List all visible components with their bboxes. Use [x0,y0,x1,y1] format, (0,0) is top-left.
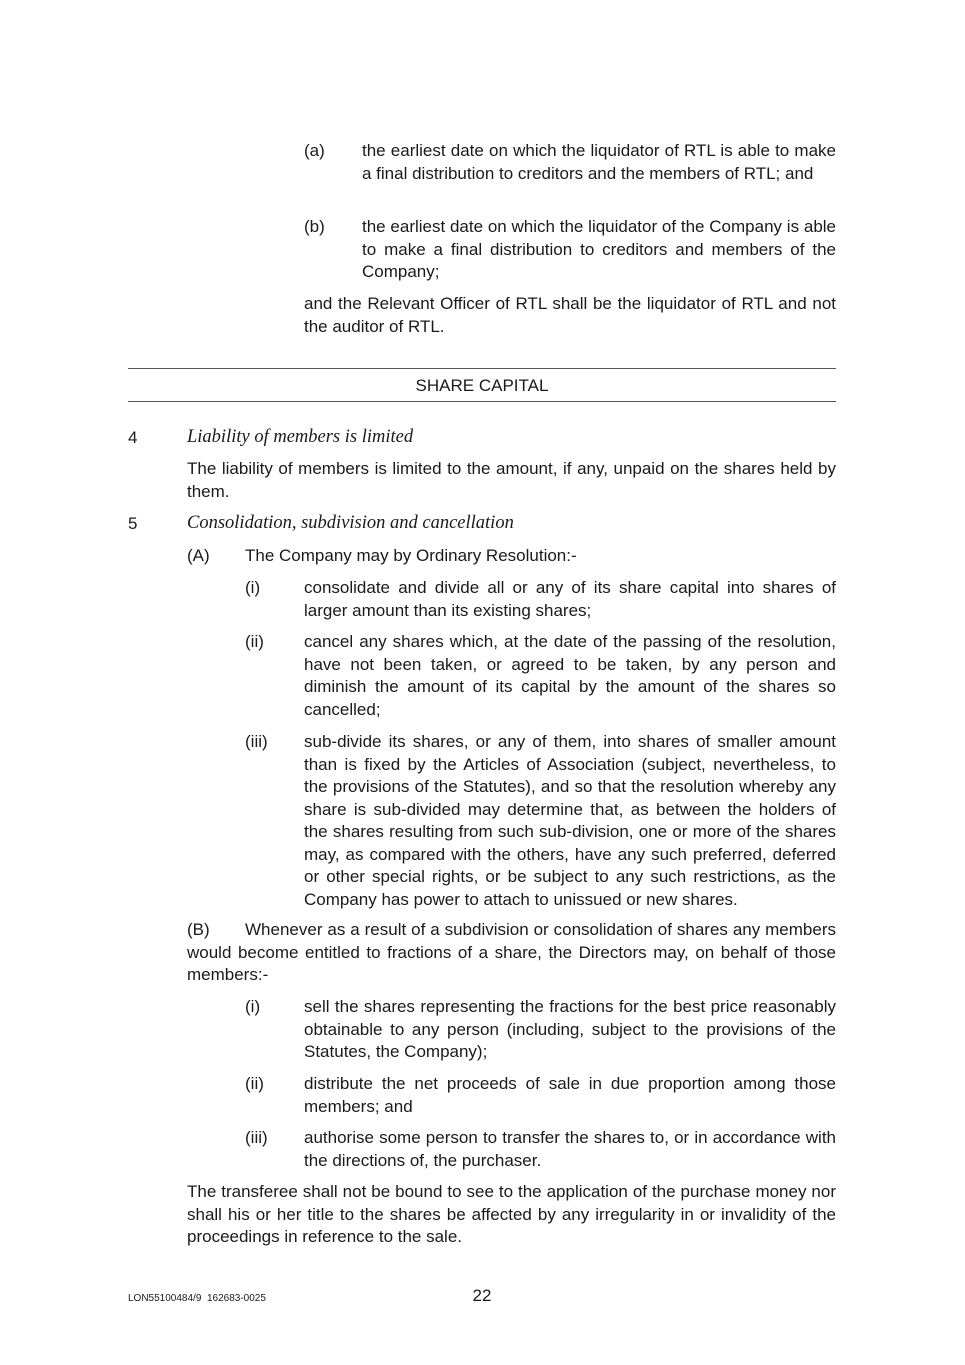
clause-title: Consolidation, subdivision and cancellation [187,513,514,533]
intro-item-text: the earliest date on which the liquidator of the Company is able to make a final distribution to creditors and members of the Company; [362,217,836,281]
footer-doc-ref [128,1288,266,1311]
subclause-label: (A) [187,546,210,565]
intro-item-text: the earliest date on which the liquidator of RTL is able to make a final distribution to creditors and the members of RTL; and [362,141,836,183]
page-number: 22 [472,1286,492,1305]
heading-rule-top [128,368,836,369]
item-label: (iii) [245,732,268,751]
item-text: sell the shares representing the fractions for the best price reasonably obtainable to any person (including, subject to the provisions of the Statutes, the Company); [304,997,836,1061]
item-label: (iii) [245,1128,268,1147]
subclause-text: Whenever as a result of a subdivision or consolidation of shares any members would become entitled to fractions of a share, the Directors may, on behalf of those members:- [187,920,836,984]
subclause-label: (B) [187,920,210,939]
item-label: (i) [245,578,261,597]
section-heading: SHARE CAPITAL [415,376,549,395]
item-text: cancel any shares which, at the date of the passing of the resolution, have not been taken, or agreed to be taken, by any person and diminish the amount of its capital by the amount of the shares so cancelled; [304,632,836,719]
doc-ref: LON55100484/9 [128,1293,202,1304]
clause-closing: The transferee shall not be bound to see to the application of the purchase money nor shall his or her title to the shares be affected by any irregularity in or invalidity of the proceedings in reference to the sale. [187,1182,836,1246]
clause-number: 5 [128,514,138,533]
clause-number: 4 [128,428,138,447]
heading-rule-bottom [128,401,836,402]
intro-closing: and the Relevant Officer of RTL shall be the liquidator of RTL and not the auditor of RTL. [304,294,836,336]
subclause-b [187,919,836,987]
intro-item-label: (a) [304,141,325,160]
item-label: (ii) [245,1074,264,1093]
subclause-text: The Company may by Ordinary Resolution:- [245,546,577,565]
intro-item-label: (b) [304,217,325,236]
item-text: distribute the net proceeds of sale in due proportion among those members; and [304,1074,836,1116]
item-text: authorise some person to transfer the shares to, or in accordance with the directions of, the purchaser. [304,1128,836,1170]
item-label: (i) [245,997,261,1016]
item-text: consolidate and divide all or any of its share capital into shares of larger amount than its existing shares; [304,578,836,620]
item-text: sub-divide its shares, or any of them, into shares of smaller amount than is fixed by the Articles of Association (subject, nevertheless, to the provisions of the Statutes), and so that the resolution whereby any share is sub-divided may determine that, as between the holders of the shares resulting from such sub-division, one or more of the shares may, as compared with the others, have any such preferred, deferred or other special rights, or be subject to any such restrictions, as the Company has power to attach to unissued or new shares. [304,732,836,909]
clause-title: Liability of members is limited [187,427,414,447]
matter-ref: 162683-0025 [206,1293,266,1304]
clause-body: The liability of members is limited to the amount, if any, unpaid on the shares held by them. [187,459,836,501]
item-label: (ii) [245,632,264,651]
